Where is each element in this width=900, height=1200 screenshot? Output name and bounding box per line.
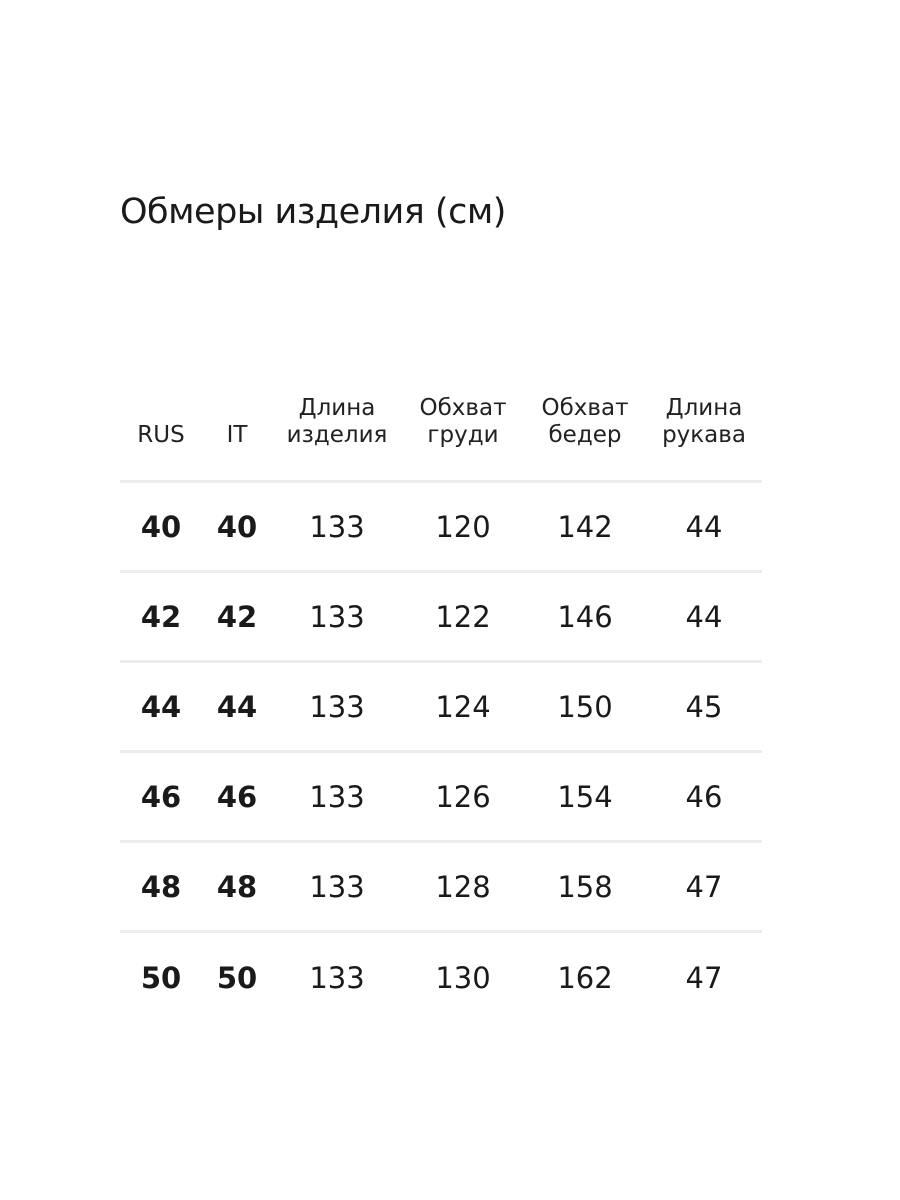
- header-rus: RUS: [137, 422, 185, 448]
- cell-it: 46: [216, 779, 258, 814]
- cell-length: 133: [309, 779, 365, 814]
- cell-sleeve: 45: [685, 689, 723, 724]
- header-it: IT: [226, 422, 248, 448]
- cell-it: 48: [216, 869, 258, 904]
- cell-chest: 128: [435, 869, 491, 904]
- cell-sleeve: 47: [685, 869, 723, 904]
- table-row: [120, 663, 762, 753]
- cell-length: 133: [309, 599, 365, 634]
- cell-rus: 44: [140, 689, 182, 724]
- cell-sleeve: 47: [685, 961, 723, 995]
- cell-it: 40: [216, 509, 258, 544]
- cell-length: 133: [309, 689, 365, 724]
- table-row: [120, 843, 762, 933]
- cell-rus: 40: [140, 509, 182, 544]
- page-title: Обмеры изделия (см): [120, 192, 506, 232]
- cell-rus: 48: [140, 869, 182, 904]
- header-sleeve-line1: Длина: [665, 395, 743, 421]
- table-row: [120, 573, 762, 663]
- cell-it: 42: [216, 599, 258, 634]
- cell-hips: 150: [557, 689, 613, 724]
- cell-chest: 120: [435, 509, 491, 544]
- cell-rus: 42: [140, 599, 182, 634]
- header-chest-line2: груди: [427, 422, 499, 448]
- header-length-line2: изделия: [286, 422, 388, 448]
- cell-rus: 50: [140, 961, 182, 995]
- cell-chest: 130: [435, 961, 491, 995]
- cell-sleeve: 44: [685, 599, 723, 634]
- cell-chest: 122: [435, 599, 491, 634]
- cell-hips: 158: [557, 869, 613, 904]
- table-row: [120, 753, 762, 843]
- cell-hips: 154: [557, 779, 613, 814]
- header-chest: [402, 395, 524, 480]
- table-header-row: [120, 395, 762, 483]
- header-chest-line1: Обхват: [419, 395, 507, 421]
- cell-chest: 126: [435, 779, 491, 814]
- header-hips: [524, 395, 646, 480]
- cell-sleeve: 46: [685, 779, 723, 814]
- table-row: [120, 483, 762, 573]
- header-length-line1: Длина: [298, 395, 376, 421]
- cell-hips: 162: [557, 961, 613, 995]
- cell-it: 50: [216, 961, 258, 995]
- header-length: [272, 395, 402, 480]
- cell-length: 133: [309, 509, 365, 544]
- cell-rus: 46: [140, 779, 182, 814]
- table-body: [120, 483, 762, 1023]
- header-hips-line1: Обхват: [541, 395, 629, 421]
- size-table: [120, 395, 762, 1023]
- header-hips-line2: бедер: [548, 422, 622, 448]
- cell-hips: 142: [557, 509, 613, 544]
- cell-length: 133: [309, 961, 365, 995]
- table-row: [120, 933, 762, 1023]
- cell-chest: 124: [435, 689, 491, 724]
- cell-sleeve: 44: [685, 509, 723, 544]
- cell-hips: 146: [557, 599, 613, 634]
- header-sleeve: [646, 395, 762, 480]
- header-sleeve-line2: рукава: [662, 422, 746, 448]
- cell-it: 44: [216, 689, 258, 724]
- cell-length: 133: [309, 869, 365, 904]
